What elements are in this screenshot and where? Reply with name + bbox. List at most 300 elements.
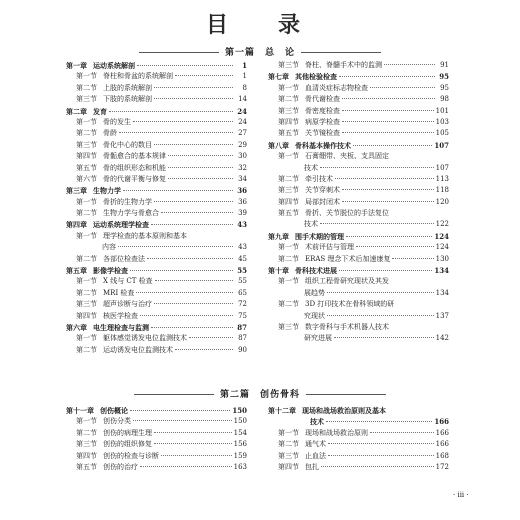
toc-chapter-entry[interactable] xyxy=(66,405,247,416)
toc-entry-title: 内容 xyxy=(102,243,116,252)
toc-entry[interactable] xyxy=(66,231,247,242)
toc-entry[interactable] xyxy=(268,60,449,71)
dot-leader xyxy=(130,410,230,411)
toc-entry[interactable] xyxy=(66,94,247,105)
toc-entry-title: 生物力学 xyxy=(93,186,121,196)
dot-leader xyxy=(342,189,434,190)
toc-entry-number: 第三节 xyxy=(76,140,97,149)
toc-chapter-entry[interactable] xyxy=(268,231,449,242)
toc-entry-title: 创伤的检查与诊断 xyxy=(103,451,159,460)
toc-page-number: 24 xyxy=(237,106,247,116)
dot-leader xyxy=(136,292,233,293)
toc-entry[interactable] xyxy=(268,254,449,265)
toc-entry-number: 第二节 xyxy=(76,209,97,218)
toc-entry-number: 第三节 xyxy=(76,440,97,449)
toc-entry[interactable] xyxy=(268,151,449,162)
divider xyxy=(134,394,214,395)
toc-page-number: 113 xyxy=(435,174,449,183)
toc-entry-title: 围手术期的管理 xyxy=(295,231,344,241)
dot-leader xyxy=(175,349,233,350)
divider xyxy=(306,394,386,395)
dot-leader xyxy=(151,224,233,225)
toc-entry-number: 第二节 xyxy=(278,174,299,183)
toc-entry[interactable] xyxy=(268,197,449,208)
toc-entry-number: 第二节 xyxy=(278,254,299,263)
toc-page-number: 163 xyxy=(233,462,247,471)
toc-page-number: 27 xyxy=(238,129,247,138)
toc-entry-number: 第三节 xyxy=(278,106,299,115)
toc-entry[interactable] xyxy=(268,276,449,287)
toc-entry-number: 第四章 xyxy=(66,220,87,230)
toc-entry[interactable] xyxy=(268,106,449,117)
toc-entry-number: 第二节 xyxy=(76,428,97,437)
dot-leader xyxy=(133,420,232,421)
toc-entry-title: 骨的发生 xyxy=(103,117,131,126)
toc-entry-number: 第十二章 xyxy=(268,406,296,415)
toc-entry[interactable] xyxy=(268,174,449,185)
toc-entry-title: 运动系统解剖 xyxy=(93,61,135,70)
toc-entry-number: 第八章 xyxy=(268,140,289,150)
toc-chapter-entry[interactable] xyxy=(66,265,247,276)
toc-page-number: 30 xyxy=(238,152,247,161)
toc-entry-number: 第六章 xyxy=(66,322,87,332)
toc-page-number: 154 xyxy=(233,428,247,437)
toc-page-number: 159 xyxy=(233,451,247,460)
dot-leader xyxy=(147,258,233,259)
dot-leader xyxy=(328,455,434,456)
toc-page-number: 120 xyxy=(435,197,449,206)
toc-page-number: 1 xyxy=(242,61,247,70)
toc-entry-number: 第一章 xyxy=(66,61,87,70)
toc-chapter-entry[interactable] xyxy=(268,405,449,416)
toc-entry[interactable] xyxy=(268,322,449,333)
page-title: 目 录 xyxy=(205,13,314,38)
toc-entry-title: 病原学检查 xyxy=(305,117,340,126)
toc-entry[interactable] xyxy=(268,439,449,450)
toc-entry-title: ERAS 理念下术后加速康复 xyxy=(305,254,391,263)
toc-page-number: 55 xyxy=(237,266,247,276)
toc-entry-title: 关节镜检查 xyxy=(305,129,340,138)
dot-leader xyxy=(342,132,434,133)
toc-page-number: 90 xyxy=(238,345,247,354)
toc-page-number: 32 xyxy=(238,163,247,172)
toc-entry-title: 脊柱、脊髓手术中的监测 xyxy=(305,61,382,69)
toc-entry-number: 第二节 xyxy=(76,345,97,354)
toc-page-number: 166 xyxy=(435,440,449,449)
toc-chapter-entry[interactable] xyxy=(66,60,247,71)
dot-leader xyxy=(154,303,233,304)
dot-leader xyxy=(109,111,233,112)
dot-leader xyxy=(140,315,233,316)
dot-leader xyxy=(327,292,434,293)
part-heading-2 xyxy=(0,387,520,400)
toc-entry-number: 第十章 xyxy=(268,266,289,276)
toc-entry-title: 止血法 xyxy=(305,451,326,460)
toc-column-1 xyxy=(66,60,247,356)
toc-entry[interactable] xyxy=(66,174,247,185)
toc-entry-title: 运动诱发电位监测技术 xyxy=(103,345,173,354)
toc-entry-title: 运动系统理学检查 xyxy=(93,220,149,230)
dot-leader xyxy=(339,76,435,77)
toc-entry-number: 第一节 xyxy=(76,417,97,426)
toc-entry-title: 脊柱和骨盆的系统解剖 xyxy=(103,72,173,81)
dot-leader xyxy=(155,280,233,281)
toc-entry-title: 各部位检查法 xyxy=(103,254,145,263)
toc-page-number: 55 xyxy=(238,277,247,286)
toc-page-number: 8 xyxy=(242,83,247,92)
toc-entry-number: 第二节 xyxy=(278,95,299,104)
dot-leader xyxy=(154,144,233,145)
divider xyxy=(301,52,381,53)
toc-page-number: 156 xyxy=(233,440,247,449)
toc-entry[interactable] xyxy=(268,416,449,427)
dot-leader xyxy=(335,178,434,179)
part-label: 第二篇 创伤骨科 xyxy=(219,390,300,400)
toc-entry[interactable] xyxy=(66,117,247,128)
toc-entry-title: 关节穿刺术 xyxy=(305,186,340,195)
toc-page-number: 137 xyxy=(435,311,449,320)
toc-entry-number: 第一节 xyxy=(76,72,97,81)
toc-entry-number: 第一节 xyxy=(278,83,299,92)
toc-entry-number: 第一节 xyxy=(76,277,97,286)
toc-entry-title: X 线与 CT 检查 xyxy=(103,277,153,286)
toc-page-number: 91 xyxy=(440,61,449,69)
dot-leader xyxy=(342,201,434,202)
toc-page-number: 124 xyxy=(435,243,449,252)
toc-entry[interactable] xyxy=(66,311,247,322)
toc-entry-number: 第四节 xyxy=(278,117,299,126)
dot-leader xyxy=(320,223,434,224)
dot-leader xyxy=(154,201,233,202)
toc-entry-number: 第二节 xyxy=(76,288,97,297)
toc-page-number: 172 xyxy=(435,462,449,471)
toc-entry-title: 骨折的生物力学 xyxy=(103,197,152,206)
toc-entry-number: 第四节 xyxy=(76,451,97,460)
toc-entry-number: 第一节 xyxy=(76,334,97,343)
dot-leader xyxy=(151,327,233,328)
toc-entry-title: 技术 xyxy=(310,417,324,427)
toc-page-number: 36 xyxy=(238,197,247,206)
toc-page-number: 87 xyxy=(237,322,247,332)
toc-entry[interactable] xyxy=(66,345,247,356)
toc-entry[interactable] xyxy=(268,428,449,439)
toc-page-number: 36 xyxy=(237,186,247,196)
toc-entry-number: 第十一章 xyxy=(66,406,94,415)
toc-entry-number: 第二节 xyxy=(278,440,299,449)
toc-entry[interactable] xyxy=(66,242,247,253)
dot-leader xyxy=(384,64,435,65)
dot-leader xyxy=(334,337,434,338)
dot-leader xyxy=(154,443,232,444)
toc-entry-title: 石膏绷带、夹板、支具固定 xyxy=(305,152,389,161)
dot-leader xyxy=(154,432,232,433)
toc-entry-number: 第三章 xyxy=(66,186,87,196)
toc-entry-title: 研究进展 xyxy=(304,334,332,343)
toc-entry-title: 上肢的系统解剖 xyxy=(103,83,152,92)
dot-leader xyxy=(130,270,233,271)
toc-entry-title: 展趋势 xyxy=(304,288,325,297)
dot-leader xyxy=(353,145,432,146)
toc-entry-number: 第四节 xyxy=(76,152,97,161)
toc-entry[interactable] xyxy=(268,117,449,128)
toc-entry[interactable] xyxy=(66,276,247,287)
toc-entry[interactable] xyxy=(66,151,247,162)
toc-page-number: 72 xyxy=(238,300,247,309)
toc-page-number: 107 xyxy=(434,140,449,150)
toc-page-number: 150 xyxy=(233,417,247,426)
toc-entry[interactable] xyxy=(268,208,449,219)
toc-entry[interactable] xyxy=(66,163,247,174)
toc-entry[interactable] xyxy=(66,128,247,139)
toc-chapter-entry[interactable] xyxy=(66,106,247,117)
toc-entry-title: 理学检查的基本原则和基本 xyxy=(103,231,187,240)
page-number: · iii · xyxy=(453,491,469,499)
toc-page-number: 166 xyxy=(435,428,449,437)
toc-page-number: 87 xyxy=(238,334,247,343)
toc-entry-number: 第二章 xyxy=(66,106,87,116)
toc-entry[interactable] xyxy=(66,333,247,344)
dot-leader xyxy=(161,455,232,456)
toc-entry[interactable] xyxy=(268,94,449,105)
toc-column-4 xyxy=(268,405,449,473)
toc-entry-title: 创伤的治疗 xyxy=(103,462,138,471)
toc-entry[interactable] xyxy=(268,462,449,473)
toc-entry[interactable] xyxy=(268,163,449,174)
dot-leader xyxy=(118,246,233,247)
toc-entry-number: 第五章 xyxy=(66,266,87,276)
toc-entry-number: 第三节 xyxy=(278,61,299,69)
toc-page-number: 45 xyxy=(238,254,247,263)
toc-entry-title: 创伤分类 xyxy=(103,417,131,426)
toc-entry-number: 第一节 xyxy=(278,277,299,286)
dot-leader xyxy=(168,178,233,179)
toc-page-number: 95 xyxy=(439,72,449,82)
toc-entry[interactable] xyxy=(66,288,247,299)
toc-entry-number: 第五节 xyxy=(278,129,299,138)
dot-leader xyxy=(346,236,432,237)
toc-page-number: 118 xyxy=(435,186,449,195)
toc-entry-number: 第一节 xyxy=(278,243,299,252)
toc-entry-number: 第五节 xyxy=(76,462,97,471)
toc-entry-title: 术前评估与管理 xyxy=(305,243,354,252)
toc-entry-title: 其他检验检查 xyxy=(295,72,337,82)
toc-entry-title: 发育 xyxy=(93,106,107,116)
toc-entry-title: 骨科基本操作技术 xyxy=(295,140,351,150)
toc-entry-title: 牵引技术 xyxy=(305,174,333,183)
toc-entry[interactable] xyxy=(268,451,449,462)
toc-entry-title: 究现状 xyxy=(304,311,325,320)
toc-page-number: 105 xyxy=(435,129,449,138)
toc-entry[interactable] xyxy=(268,299,449,310)
dot-leader xyxy=(392,258,433,259)
toc-entry[interactable] xyxy=(268,83,449,94)
dot-leader xyxy=(342,121,434,122)
dot-leader xyxy=(342,98,435,99)
toc-entry-title: 骨密度检查 xyxy=(305,106,340,115)
toc-entry-number: 第二节 xyxy=(76,83,97,92)
dot-leader xyxy=(119,132,233,133)
dot-leader xyxy=(189,337,233,338)
dot-leader xyxy=(321,466,434,467)
toc-entry-title: 数字骨科与手术机器人技术 xyxy=(305,322,389,331)
dot-leader xyxy=(140,466,232,467)
toc-entry-title: 超声诊断与治疗 xyxy=(103,300,152,309)
toc-chapter-entry[interactable] xyxy=(66,185,247,196)
toc-page-number: 103 xyxy=(435,117,449,126)
toc-chapter-entry[interactable] xyxy=(268,140,449,151)
toc-entry-title: 骨化中心的数目 xyxy=(103,140,152,149)
toc-entry-title: 骨骺愈合的基本规律 xyxy=(103,152,166,161)
toc-chapter-entry[interactable] xyxy=(66,322,247,333)
toc-entry[interactable] xyxy=(66,439,247,450)
dot-leader xyxy=(133,121,233,122)
toc-page-number: 24 xyxy=(238,117,247,126)
toc-entry-title: 组织工程骨研究现状及其发 xyxy=(305,277,389,286)
toc-entry-title: 下肢的系统解剖 xyxy=(103,95,152,104)
dot-leader xyxy=(326,421,432,422)
toc-entry[interactable] xyxy=(268,288,449,299)
toc-entry[interactable] xyxy=(268,333,449,344)
toc-page-number: 124 xyxy=(434,231,449,241)
toc-entry[interactable] xyxy=(66,83,247,94)
toc-entry-number: 第三节 xyxy=(278,322,299,331)
toc-page-number: 43 xyxy=(238,243,247,252)
toc-page-number: 122 xyxy=(435,220,449,229)
toc-page-number: 29 xyxy=(238,140,247,149)
toc-entry-title: 骨科技术进展 xyxy=(295,266,337,276)
toc-entry-number: 第四节 xyxy=(76,311,97,320)
toc-entry-number: 第一节 xyxy=(278,152,299,161)
toc-page-number: 130 xyxy=(435,254,449,263)
toc-entry[interactable] xyxy=(66,71,247,82)
toc-entry-title: 局部封闭术 xyxy=(305,197,340,206)
divider xyxy=(139,52,219,53)
toc-entry-title: 生物力学与骨愈合 xyxy=(103,209,159,218)
toc-entry-title: 现场和战场救治原则 xyxy=(305,428,368,437)
toc-column-2 xyxy=(268,60,449,345)
toc-entry-title: 技术 xyxy=(304,163,318,172)
toc-entry[interactable] xyxy=(66,208,247,219)
toc-entry[interactable] xyxy=(66,428,247,439)
toc-entry[interactable] xyxy=(268,311,449,322)
toc-page-number: 134 xyxy=(435,288,449,297)
toc-entry-number: 第七章 xyxy=(268,72,289,82)
dot-leader xyxy=(320,167,434,168)
dot-leader xyxy=(161,212,233,213)
toc-entry-number: 第二节 xyxy=(76,129,97,138)
toc-entry-number: 第五节 xyxy=(76,163,97,172)
toc-chapter-entry[interactable] xyxy=(268,71,449,82)
toc-page-number: 98 xyxy=(440,95,449,104)
toc-entry[interactable] xyxy=(66,451,247,462)
dot-leader xyxy=(328,443,434,444)
toc-entry-number: 第三节 xyxy=(76,95,97,104)
toc-entry-number: 第五节 xyxy=(278,209,299,218)
toc-page-number: 95 xyxy=(440,83,449,92)
toc-entry[interactable] xyxy=(66,416,247,427)
toc-page-number: 14 xyxy=(238,95,247,104)
toc-page-number: 150 xyxy=(232,406,247,415)
part-label: 第一篇 总 论 xyxy=(224,48,295,58)
toc-entry-title: 躯体感觉诱发电位监测技术 xyxy=(103,334,187,343)
toc-page-number: 1 xyxy=(242,72,247,81)
toc-entry-title: 核医学检查 xyxy=(103,311,138,320)
dot-leader xyxy=(168,167,233,168)
dot-leader xyxy=(342,110,434,111)
toc-entry-number: 第一节 xyxy=(76,117,97,126)
toc-entry[interactable] xyxy=(268,185,449,196)
toc-entry-title: 影像学检查 xyxy=(93,266,128,276)
dot-leader xyxy=(175,75,233,76)
toc-entry-title: MRI 检查 xyxy=(103,288,135,297)
toc-chapter-entry[interactable] xyxy=(66,219,247,230)
toc-chapter-entry[interactable] xyxy=(268,265,449,276)
toc-page-number: 168 xyxy=(435,451,449,460)
toc-page-number: 134 xyxy=(434,266,449,276)
toc-entry-number: 第六节 xyxy=(76,174,97,183)
toc-entry-number: 第二节 xyxy=(76,254,97,263)
toc-entry-title: 电生理检查与监测 xyxy=(93,322,149,332)
toc-entry-number: 第四节 xyxy=(278,197,299,206)
toc-entry-title: 创伤的组织修复 xyxy=(103,440,152,449)
toc-page-number: 101 xyxy=(435,106,449,115)
dot-leader xyxy=(327,315,434,316)
toc-entry[interactable] xyxy=(66,462,247,473)
toc-entry-title: 通气术 xyxy=(305,440,326,449)
dot-leader xyxy=(356,246,434,247)
dot-leader xyxy=(154,87,233,88)
toc-entry-title: 创伤概论 xyxy=(100,406,128,415)
toc-entry[interactable] xyxy=(268,242,449,253)
toc-entry-number: 第九章 xyxy=(268,231,289,241)
toc-entry-title: 骨的组织形态和机能 xyxy=(103,163,166,172)
toc-entry[interactable] xyxy=(268,128,449,139)
toc-entry[interactable] xyxy=(66,299,247,310)
toc-page-number: 43 xyxy=(237,220,247,230)
toc-entry[interactable] xyxy=(268,219,449,230)
toc-entry-title: 骨龄 xyxy=(103,129,117,138)
dot-leader xyxy=(123,190,233,191)
toc-entry-title: 骨的代谢平衡与修复 xyxy=(103,174,166,183)
toc-page-number: 166 xyxy=(434,417,449,427)
toc-entry-number: 第一节 xyxy=(76,197,97,206)
toc-page-number: 34 xyxy=(238,174,247,183)
toc-entry-number: 第三节 xyxy=(278,451,299,460)
toc-entry-title: 包扎 xyxy=(305,462,319,471)
dot-leader xyxy=(370,432,434,433)
toc-entry-number: 第四节 xyxy=(278,462,299,471)
dot-leader xyxy=(154,98,233,99)
dot-leader xyxy=(370,87,435,88)
toc-entry[interactable] xyxy=(66,140,247,151)
toc-entry[interactable] xyxy=(66,197,247,208)
toc-page-number: 107 xyxy=(435,163,449,172)
toc-entry-number: 第二节 xyxy=(278,300,299,309)
toc-page-number: 75 xyxy=(238,311,247,320)
toc-entry-title: 技术 xyxy=(304,220,318,229)
toc-entry-title: 骨折、关节脱位的手法复位 xyxy=(305,209,389,218)
toc-entry-number: 第一节 xyxy=(76,231,97,240)
dot-leader xyxy=(137,65,233,66)
toc-entry-number: 第三节 xyxy=(76,300,97,309)
toc-page-number: 65 xyxy=(238,288,247,297)
toc-entry-number: 第三节 xyxy=(278,186,299,195)
toc-entry-number: 第一节 xyxy=(278,428,299,437)
part-heading-1 xyxy=(0,45,520,58)
toc-entry[interactable] xyxy=(66,254,247,265)
toc-column-3 xyxy=(66,405,247,473)
toc-entry-title: 骨代谢检查 xyxy=(305,95,340,104)
